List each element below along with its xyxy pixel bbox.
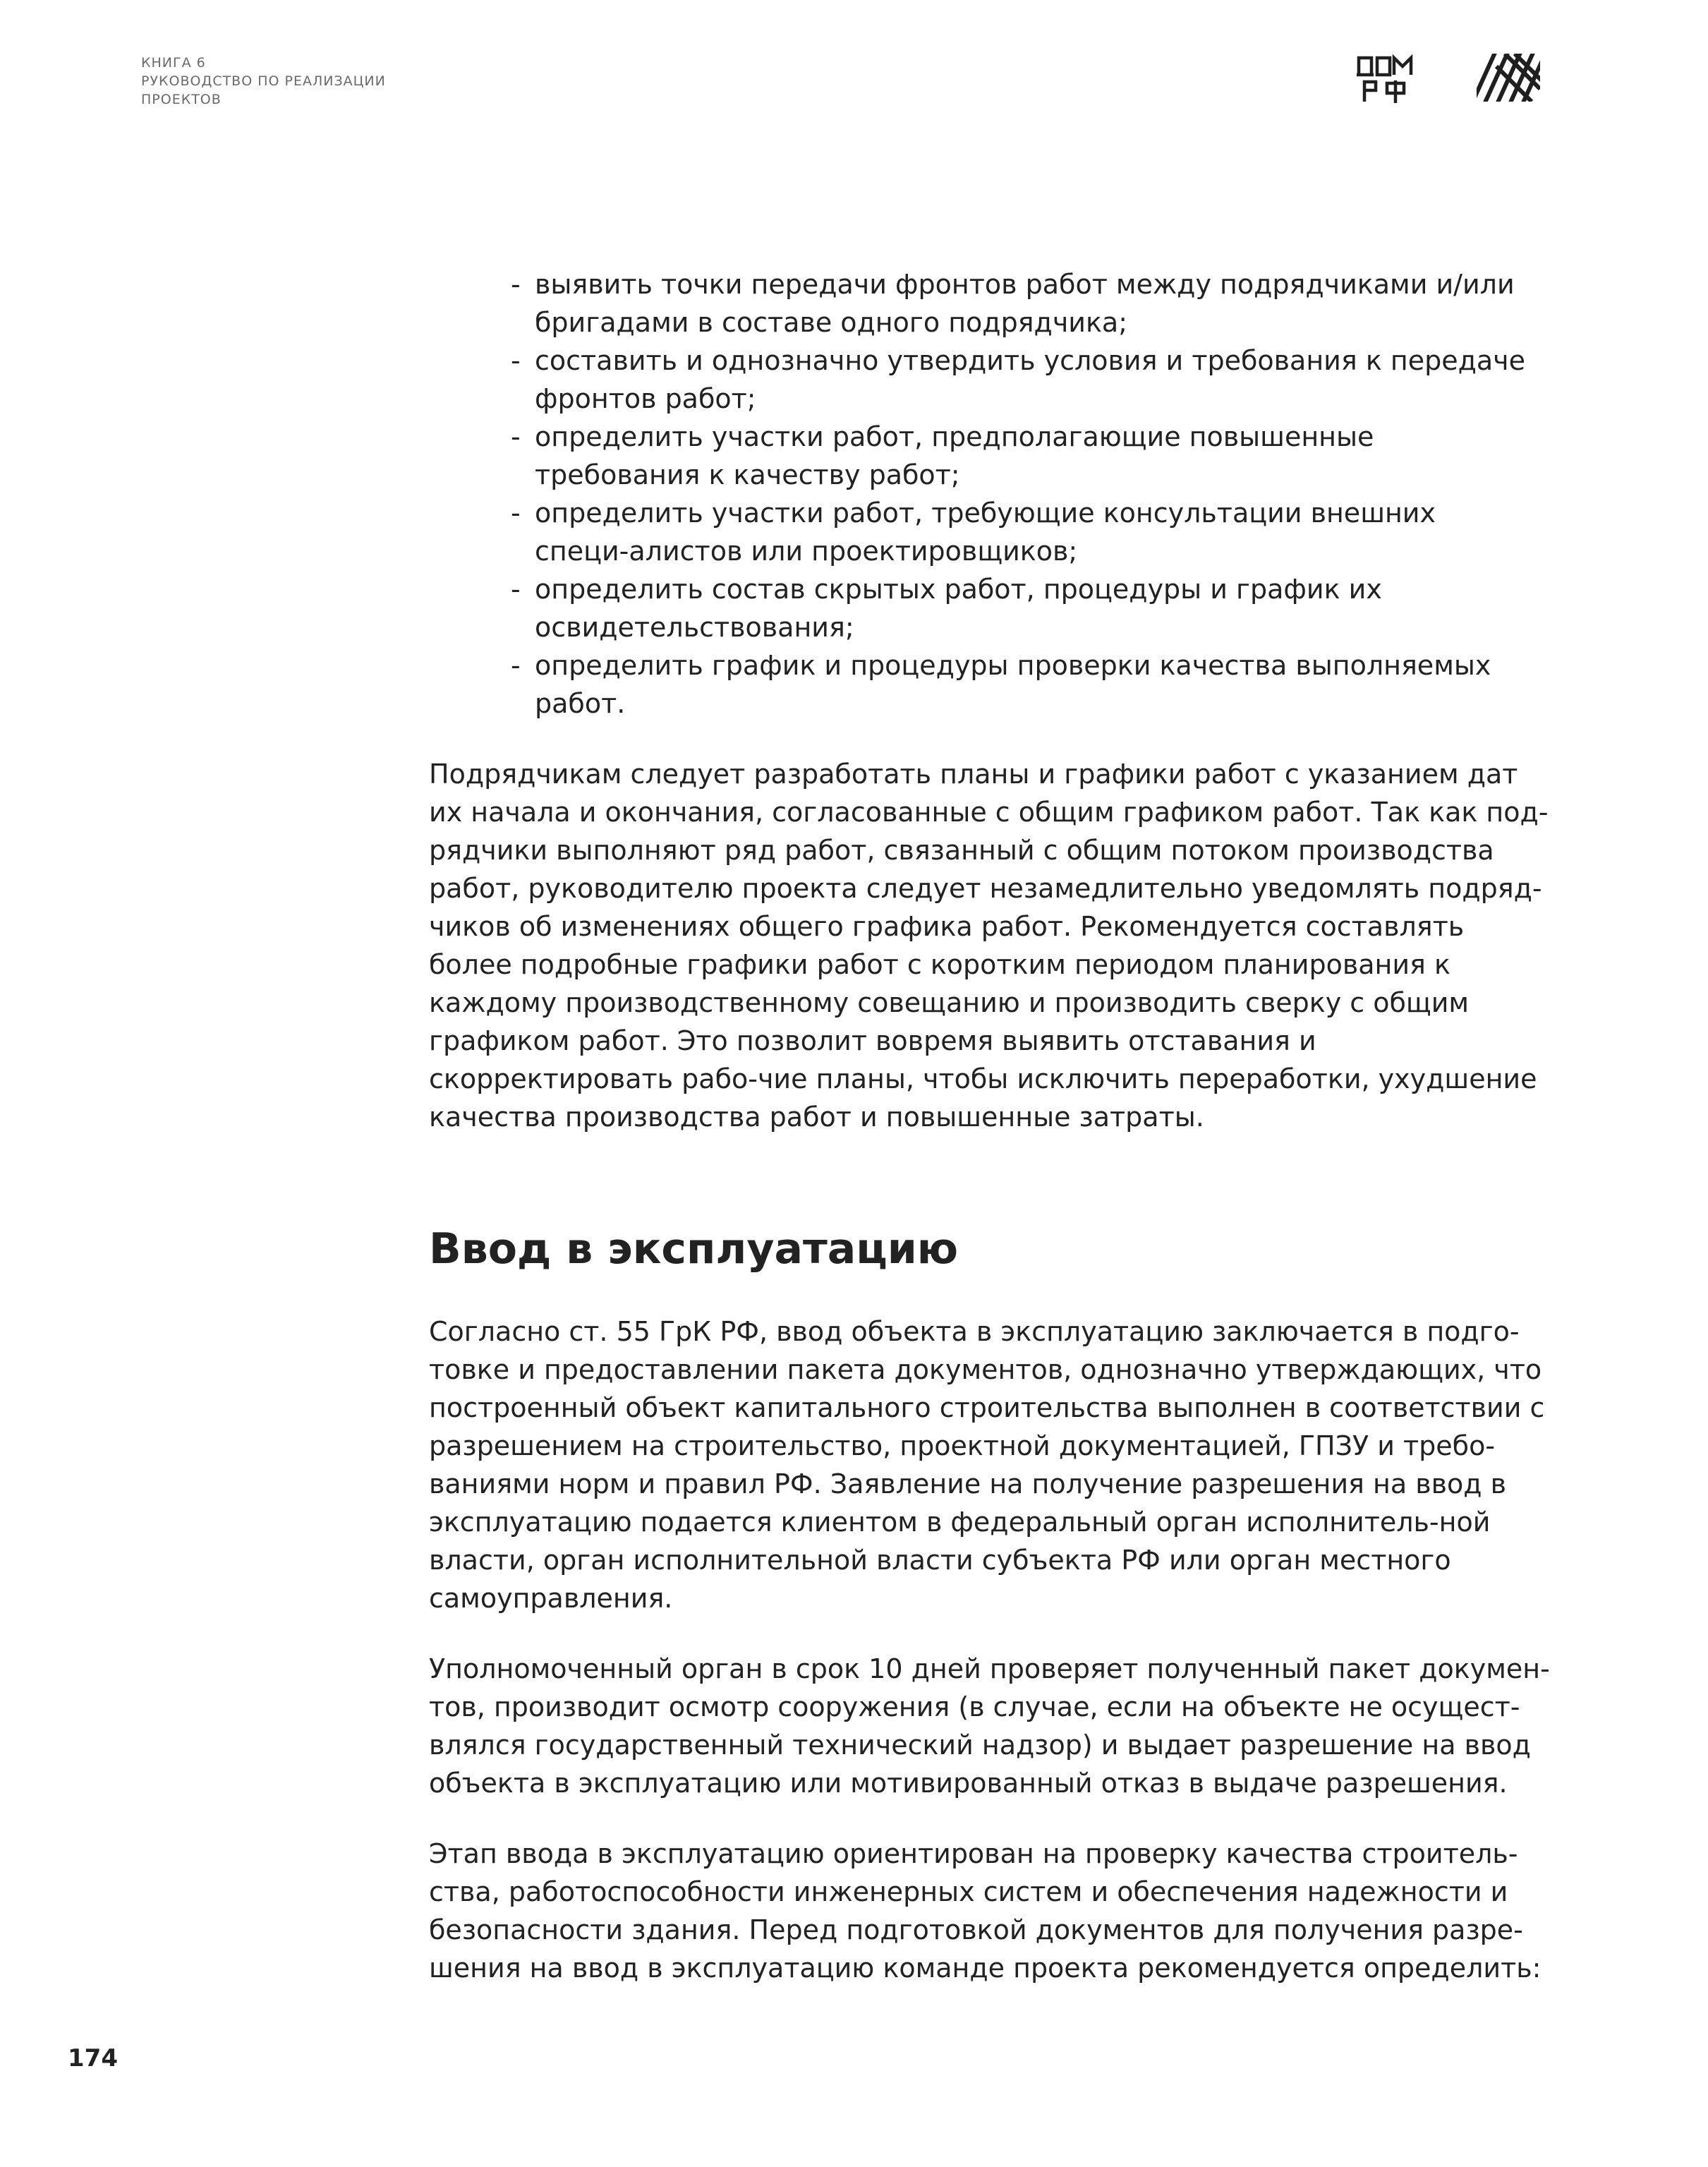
section-heading: Ввод в эксплуатацию (429, 1224, 959, 1274)
list-item-text: составить и однозначно утвердить условия и требования к передаче фронтов работ; (535, 345, 1525, 414)
list-item (511, 342, 1537, 418)
list-marker: - (511, 650, 521, 681)
list-marker: - (511, 574, 521, 605)
list-item-text: определить состав скрытых работ, процедуры и график их освидетельствования; (535, 574, 1382, 643)
dom-rf-logo (1356, 54, 1414, 104)
list-item (511, 646, 1537, 723)
running-head-title-cont: ПРОЕКТОВ (141, 92, 222, 107)
requirements-list (511, 265, 1565, 723)
running-head-title: РУКОВОДСТВО ПО РЕАЛИЗАЦИИ (141, 73, 386, 89)
paragraph-schedules: Подрядчикам следует разработать планы и графики работ с указанием дат их начала и окончания, согласованные с общим графиком работ. Так как под-рядчики выполняют ряд работ, связанный с общим потоком производства работ, руководителю проекта следует незамедлительно уведомлять подряд-чиков об изменениях общего графика работ. Рекомендуется составлять более подробные графики работ с коротким периодом планирования к каждому производственному совещанию и производить сверку с общим графиком работ. Это позволит вовремя выявить отставания и скорректировать рабо-чие планы, чтобы исключить переработки, ухудшение качества производства работ и повышенные затраты. (429, 759, 1549, 1133)
page-content (429, 265, 1565, 1987)
list-item-text: определить график и процедуры проверки качества выполняемых работ. (535, 650, 1491, 719)
list-item (511, 570, 1537, 646)
running-head (141, 54, 386, 109)
paragraph-authority-review: Уполномоченный орган в срок 10 дней проверяет полученный пакет докумен-тов, производит осмотр сооружения (в случае, если на объекте не осущест-влялся государственный технический надзор) и выдает разрешение на ввод объекта в эксплуатацию или мотивированный отказ в выдаче разрешения. (429, 1653, 1550, 1799)
list-marker: - (511, 421, 521, 452)
running-head-book: КНИГА 6 (141, 55, 206, 71)
list-item (511, 494, 1537, 570)
list-item-text: определить участки работ, требующие консультации внешних специ-алистов или проектировщиков; (535, 497, 1436, 567)
list-item (511, 418, 1537, 494)
paragraph-commissioning-stage: Этап ввода в эксплуатацию ориентирован на проверку качества строитель-ства, работоспособности инженерных систем и обеспечения надежности и безопасности здания. Перед подготовкой документов для получения разре-шения на ввод в эксплуатацию команде проекта рекомендуется определить: (429, 1838, 1542, 1984)
list-marker: - (511, 345, 521, 376)
page-number: 174 (68, 2044, 118, 2072)
list-item-text: выявить точки передачи фронтов работ между подрядчиками и/или бригадами в составе одного подрядчика; (535, 269, 1515, 338)
list-marker: - (511, 269, 521, 300)
paragraph-commissioning-law: Согласно ст. 55 ГрК РФ, ввод объекта в эксплуатацию заключается в подго-товке и предоставлении пакета документов, однозначно утверждающих, что построенный объект капитального строительства выполнен в соответствии с разрешением на строительство, проектной документацией, ГПЗУ и требо-ваниями норм и правил РФ. Заявление на получение разрешения на ввод в эксплуатацию подается клиентом в федеральный орган исполнитель-ной власти, орган исполнительной власти субъекта РФ или орган местного самоуправления. (429, 1316, 1545, 1614)
brand-pattern-logo (1477, 54, 1540, 102)
list-marker: - (511, 497, 521, 529)
list-item (511, 265, 1537, 342)
list-item-text: определить участки работ, предполагающие повышенные требования к качеству работ; (535, 421, 1374, 490)
